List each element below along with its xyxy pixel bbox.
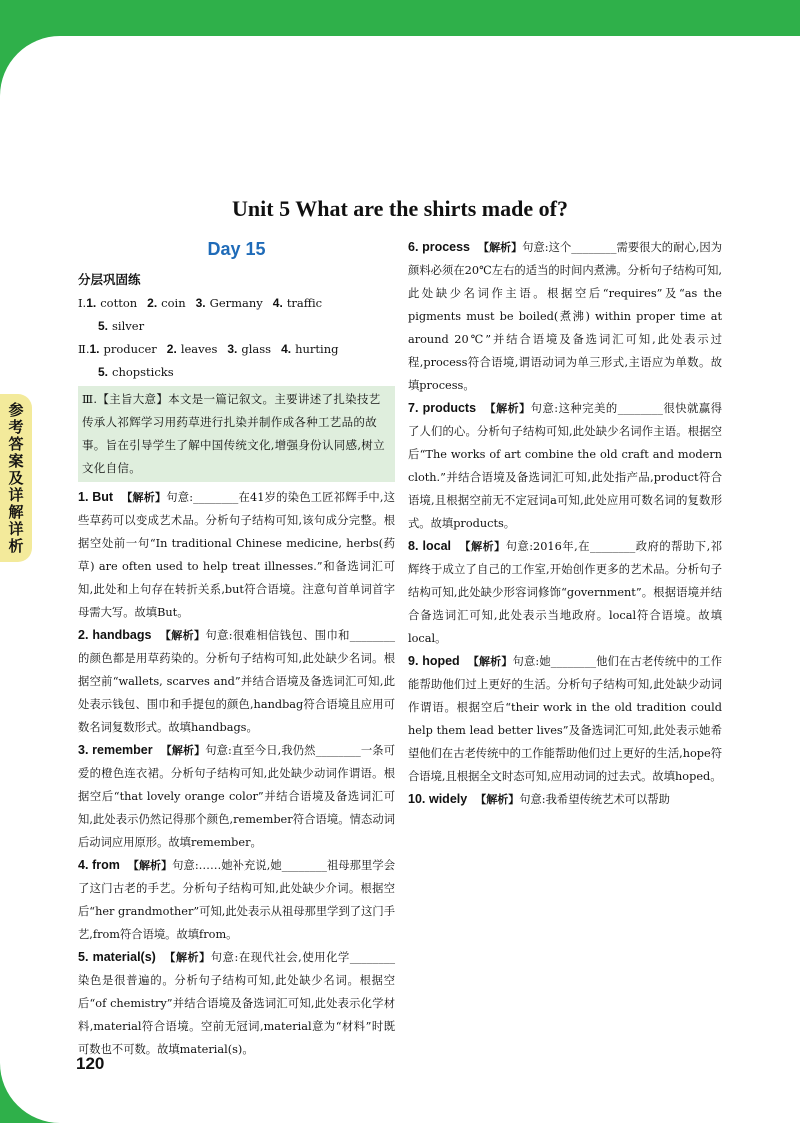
answer-item-3	[78, 739, 395, 854]
answer-word: leaves	[180, 342, 218, 356]
analysis-text: 句意:……她补充说,她________祖母那里学会了这门古老的手艺。分析句子结构可知,此处缺少介词。根据空后“her grandmother”可知,此处表示从祖母那里学到了这门手艺,from符合语境。故填from。	[78, 859, 396, 941]
item-number: 5.	[78, 950, 89, 964]
answer-word: material(s)	[92, 950, 156, 964]
answer-word: hurting	[295, 342, 339, 356]
analysis-tag: 【解析】	[160, 744, 206, 757]
analysis-tag: 【解析】	[121, 491, 167, 504]
item-number: 8.	[408, 539, 419, 553]
answer-word: coin	[161, 296, 186, 310]
analysis-tag: 【解析】	[478, 241, 523, 254]
answer-word: glass	[241, 342, 272, 356]
analysis-text: 句意:这个________需要很大的耐心,因为颜料必须在20℃左右的适当的时间内煮沸。分析句子结构可知,此处缺少名词作主语。根据空后“requires”及“as the pigments must be boiled(煮沸) within proper time at around 20℃”并结合语境及备选词汇可知,此处表示过程,process符合语境,谓语动词为单三形式,主语应为单数。故填process。	[408, 241, 723, 392]
analysis-tag: 【解析】	[163, 951, 211, 964]
analysis-tag: 【解析】	[467, 655, 513, 668]
item-number: 2.	[147, 296, 158, 310]
left-column	[78, 236, 395, 1061]
answer-word: cotton	[100, 296, 138, 310]
item-number: 5.	[98, 319, 109, 333]
analysis-tag: 【解析】	[459, 540, 506, 553]
part2-line-1	[78, 338, 395, 361]
side-tab	[0, 394, 32, 562]
part1-line-1	[78, 292, 395, 315]
analysis-text: 句意:在现代社会,使用化学________染色是很普遍的。分析句子结构可知,此处缺少名词。根据空后“of chemistry”并结合语境及备选词汇可知,此处表示化学材料,material符合语境。空前无冠词,material意为“材料”时既可数也不可数。故填material(s)。	[78, 951, 396, 1056]
item-number: 4.	[281, 342, 292, 356]
answer-item-2	[78, 624, 395, 739]
part2-label: Ⅱ.	[78, 342, 90, 356]
answer-item-9	[408, 650, 722, 788]
item-number: 4.	[272, 296, 283, 310]
answer-word: producer	[103, 342, 157, 356]
answer-word: silver	[112, 319, 145, 333]
item-number: 9.	[408, 654, 419, 668]
side-tab-label: 参考答案及详解详析	[6, 401, 25, 555]
item-number: 1.	[86, 296, 97, 310]
analysis-tag: 【解析】	[475, 793, 520, 806]
summary-box: Ⅲ.【主旨大意】本文是一篇记叙文。主要讲述了扎染技艺传承人祁辉学习用药草进行扎染并制作成各种工艺品的故事。旨在引导学生了解中国传统文化,增强身份认同感,树立文化自信。	[78, 386, 395, 482]
answer-word: from	[92, 858, 120, 872]
answer-word: But	[92, 490, 114, 504]
analysis-text: 句意:直至今日,我仍然________一条可爱的橙色连衣裙。分析句子结构可知,此处缺少动词作谓语。根据空后“that lovely orange color”并结合语境及备选词汇可知,此处表示仍然记得那个颜色,remember符合语境。情态动词后动词应用原形。故填remember。	[78, 744, 396, 849]
answer-item-8	[408, 535, 722, 650]
analysis-text: 句意:这种完美的________很快就赢得了人们的心。分析句子结构可知,此处缺少名词作主语。根据空后“The works of art combine the old craft and modern cloth.”并结合语境及备选词汇可知,此处指产品,product符合语境,且根据空前无不定冠词a可知,此处应用可数名词的复数形式。故填products。	[408, 402, 723, 530]
analysis-text: 句意:________在41岁的染色工匠祁辉手中,这些草药可以变成艺术品。分析句子结构可知,该句成分完整。根据空处前一句“In traditional Chinese medicine, herbs(药草) are often used to help treat illnesses.”和备选词汇可知,此处和上句存在转折关系,but符合语境。注意句首单词首字母需大写。故填But。	[78, 491, 395, 619]
item-number: 7.	[408, 401, 419, 415]
item-number: 10.	[408, 792, 426, 806]
item-number: 2.	[166, 342, 177, 356]
unit-title: Unit 5 What are the shirts made of?	[232, 196, 568, 221]
section-heading: 分层巩固练	[78, 272, 141, 287]
page-number: 120	[76, 1054, 105, 1073]
answer-word: traffic	[286, 296, 323, 310]
right-column	[408, 236, 722, 811]
answer-word: chopsticks	[112, 365, 174, 379]
answer-word: process	[422, 240, 471, 254]
item-number: 3.	[227, 342, 238, 356]
answer-word: hoped	[422, 654, 460, 668]
answer-item-1	[78, 486, 395, 624]
item-number: 5.	[98, 365, 109, 379]
analysis-tag: 【解析】	[159, 629, 206, 642]
answer-item-7	[408, 397, 722, 535]
part1-label: Ⅰ.	[78, 296, 87, 310]
answer-word: widely	[428, 792, 468, 806]
part1-line-2	[78, 315, 395, 338]
analysis-tag: 【解析】	[484, 402, 531, 415]
item-number: 3.	[78, 743, 89, 757]
analysis-text: 句意:她________他们在古老传统中的工作能帮助他们过上更好的生活。分析句子结构可知,此处缺少动词作谓语。根据空后“their work in the old tradition could help them lead better lives”及备选词汇可知,此处表示她希望他们在古老传统中的工作能帮助他们过上更好的生活,hope符合语境,且根据全文时态可知,应用动词的过去式。故填hoped。	[408, 655, 723, 783]
item-number: 4.	[78, 858, 89, 872]
answer-item-4	[78, 854, 395, 946]
answer-word: local	[422, 539, 452, 553]
answer-word: products	[422, 401, 477, 415]
answer-word: handbags	[92, 628, 152, 642]
answer-item-10	[408, 788, 722, 811]
answer-word: remember	[92, 743, 153, 757]
item-number: 3.	[195, 296, 206, 310]
analysis-text: 句意:很难相信钱包、围巾和________的颜色都是用草药染的。分析句子结构可知,此处缺少名词。根据空前“wallets, scarves and”并结合语境及备选词汇可知,此处表示钱包、围巾和手提包的颜色,handbag符合语境且应用可数名词复数形式。故填handbags。	[78, 629, 395, 734]
day-heading: Day 15	[207, 239, 266, 259]
item-number: 2.	[78, 628, 89, 642]
analysis-tag: 【解析】	[127, 859, 173, 872]
analysis-text: 句意:我希望传统艺术可以帮助	[519, 793, 670, 806]
analysis-text: 句意:2016年,在________政府的帮助下,祁辉终于成立了自己的工作室,开始创作更多的艺术品。分析句子结构可知,此处缺少形容词修饰“government”。根据语境并结合备选词汇可知,此处表示当地政府。local符合语境。故填local。	[408, 540, 723, 645]
item-number: 6.	[408, 240, 419, 254]
answer-item-5	[78, 946, 395, 1061]
item-number: 1.	[89, 342, 100, 356]
answer-word: Germany	[209, 296, 263, 310]
answer-item-6	[408, 236, 722, 397]
item-number: 1.	[78, 490, 89, 504]
part2-line-2	[78, 361, 395, 384]
